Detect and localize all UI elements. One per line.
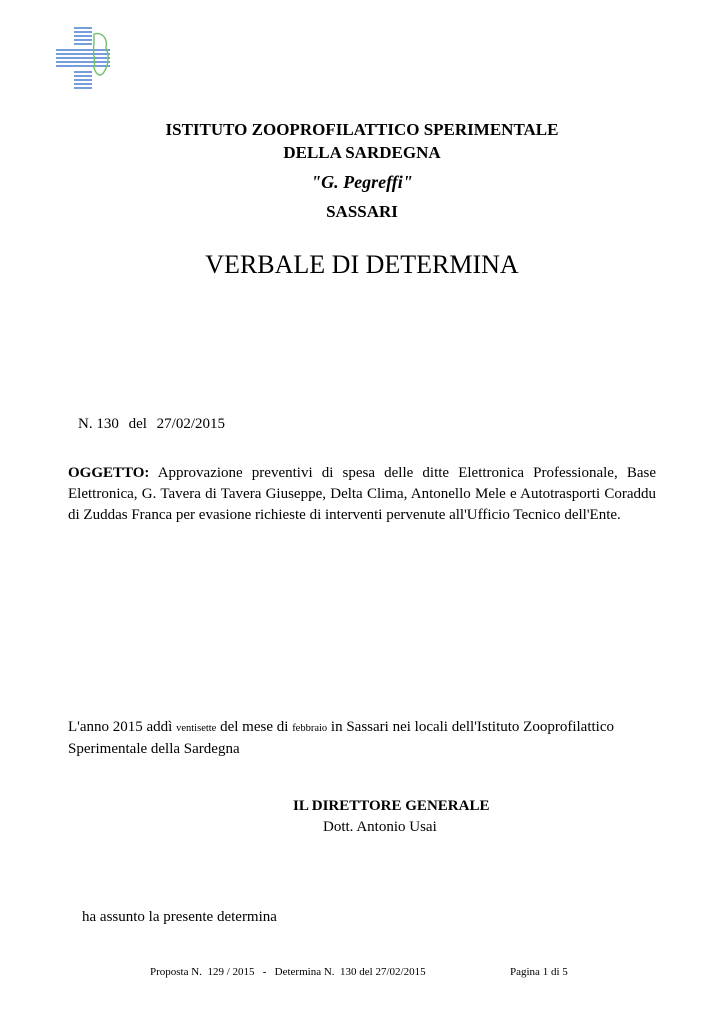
preamble-part1: L'anno 2015 addì <box>68 719 173 735</box>
director-name: Dott. Antonio Usai <box>323 819 437 835</box>
institute-logo-icon <box>50 22 116 94</box>
director-title: IL DIRETTORE GENERALE <box>293 798 490 814</box>
preamble-part2: del mese di <box>220 719 289 735</box>
preamble-day: ventisette <box>176 723 217 734</box>
subject-text: Approvazione preventivi di spesa delle ditte Elettronica Professionale, Base Elettronica, G. Tavera di Tavera Giuseppe, Delta Clima, Antonello Mele e Autotrasporti Coraddu di Zuddas Franca per evasione richieste di interventi pervenute all'Ufficio Tecnico dell'Ente. <box>68 465 656 523</box>
del-label: del <box>128 416 147 432</box>
preamble-paragraph <box>68 717 628 760</box>
institute-city: SASSARI <box>326 202 398 221</box>
determina-number: N. 130 <box>78 416 119 432</box>
closing-statement: ha assunto la presente determina <box>82 909 277 925</box>
footer-page-number: Pagina 1 di 5 <box>510 966 568 978</box>
preamble-part3: in Sassari nei locali dell'Istituto Zooprofilattico Sperimentale della Sardegna <box>68 719 614 757</box>
preamble-month: febbraio <box>292 723 328 734</box>
institute-dedication: "G. Pegreffi" <box>311 172 413 192</box>
subject-label: OGGETTO: <box>68 465 150 481</box>
subject-paragraph <box>68 463 656 526</box>
determina-number-line <box>78 416 231 433</box>
footer-reference: Proposta N. 129 / 2015 - Determina N. 130 del 27/02/2015 <box>150 966 426 978</box>
document-title: VERBALE DI DETERMINA <box>205 250 519 279</box>
determina-date: 27/02/2015 <box>156 416 226 432</box>
institute-name-line2: DELLA SARDEGNA <box>283 143 441 162</box>
institute-name-line1: ISTITUTO ZOOPROFILATTICO SPERIMENTALE <box>165 120 559 139</box>
